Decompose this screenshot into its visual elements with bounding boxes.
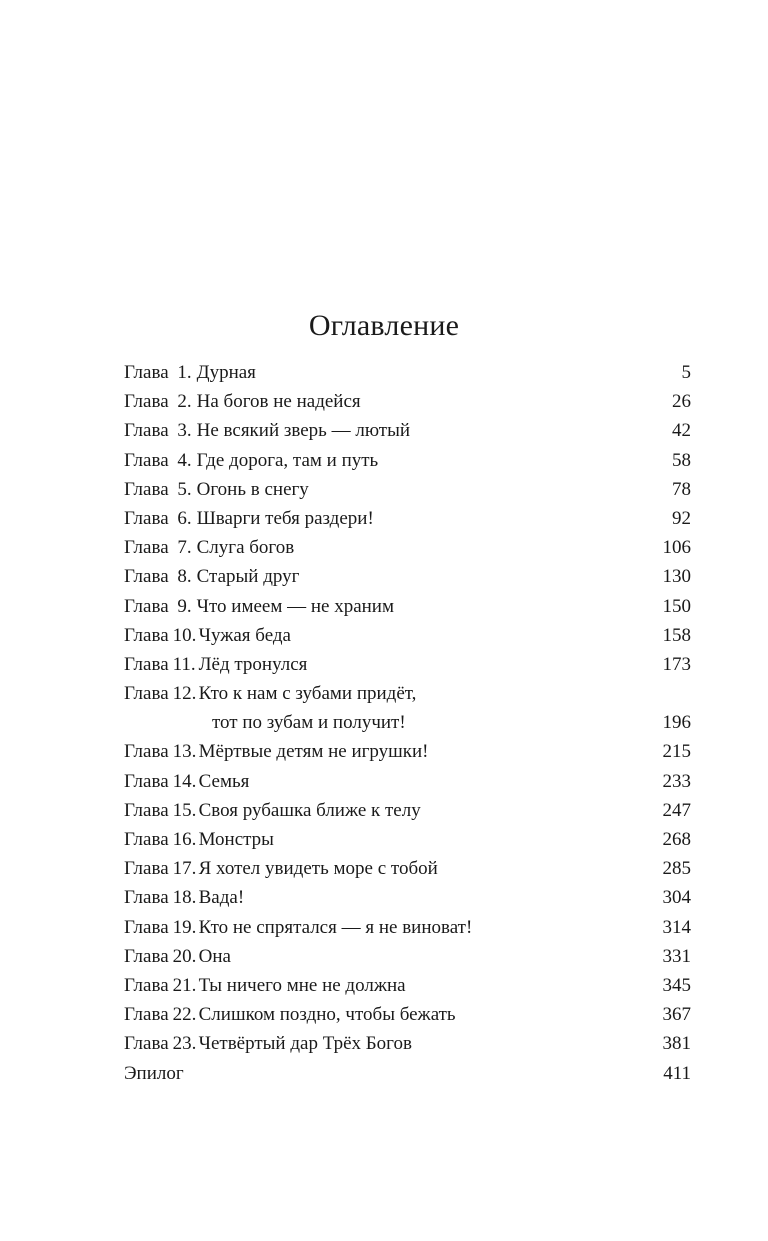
chapter-label: Глава [124, 478, 169, 500]
chapter-number: 21. [172, 974, 197, 996]
chapter-title: Семья [198, 770, 250, 792]
chapter-title: Где дорога, там и путь [196, 449, 379, 471]
toc-entry[interactable] [124, 883, 691, 912]
toc-entry-continuation[interactable] [124, 708, 691, 737]
toc-entry[interactable] [124, 475, 691, 504]
chapter-number: 6. [177, 507, 192, 529]
toc-entry[interactable] [124, 416, 691, 445]
page-number: 411 [663, 1062, 691, 1084]
chapter-number: 4. [177, 449, 192, 471]
toc-entry[interactable] [124, 942, 691, 971]
page-number: 130 [662, 566, 691, 588]
toc-entry[interactable] [124, 592, 691, 621]
page-number: 173 [662, 653, 691, 675]
chapter-title: Что имеем — не храним [196, 595, 395, 617]
chapter-title: Лёд тронулся [198, 653, 308, 675]
chapter-label: Глава [124, 1004, 169, 1026]
chapter-title: Кто не спрятался — я не виноват! [198, 916, 473, 938]
chapter-number: 16. [172, 829, 197, 850]
toc-entry[interactable] [124, 971, 691, 1000]
chapter-number: 23. [172, 1033, 197, 1055]
chapter-number: 22. [172, 1004, 197, 1026]
chapter-label: Глава [124, 362, 169, 383]
chapter-number: 13. [172, 741, 197, 763]
chapter-number: 1. [177, 362, 192, 383]
chapter-title-continuation: тот по зубам и получит! [212, 712, 406, 734]
epilogue-title: Эпилог [124, 1062, 184, 1084]
toc-entry[interactable] [124, 504, 691, 533]
chapter-title: Четвёртый дар Трёх Богов [198, 1033, 412, 1055]
chapter-label: Глава [124, 420, 169, 442]
chapter-label: Глава [124, 537, 169, 559]
toc-entry[interactable] [124, 679, 691, 708]
chapter-title: Я хотел увидеть море с тобой [198, 858, 438, 880]
chapter-label: Глава [124, 974, 169, 996]
page-number: 92 [672, 507, 691, 529]
toc-entry[interactable] [124, 767, 691, 796]
toc-entry[interactable] [124, 358, 691, 387]
chapter-title: Слишком поздно, чтобы бежать [198, 1004, 456, 1026]
chapter-label: Глава [124, 391, 169, 413]
chapter-label: Глава [124, 683, 169, 705]
page-number: 158 [662, 624, 691, 646]
page-number: 150 [662, 595, 691, 617]
page-number: 78 [672, 478, 691, 500]
toc-entry[interactable] [124, 650, 691, 679]
page-number: 304 [662, 887, 691, 909]
chapter-number: 2. [177, 391, 192, 413]
toc-entry[interactable] [124, 621, 691, 650]
chapter-label: Глава [124, 449, 169, 471]
chapter-number: 19. [172, 916, 197, 938]
toc-entry[interactable] [124, 913, 691, 942]
table-of-contents [124, 358, 691, 1088]
toc-entry[interactable] [124, 1029, 691, 1058]
chapter-label: Глава [124, 858, 169, 880]
page-number: 314 [662, 916, 691, 938]
chapter-label: Глава [124, 1033, 169, 1055]
page-number: 331 [662, 945, 691, 967]
chapter-number: 15. [172, 799, 197, 821]
chapter-title: Она [198, 945, 231, 967]
toc-entry[interactable] [124, 1000, 691, 1029]
chapter-number: 7. [177, 537, 192, 559]
page-number: 42 [672, 420, 691, 442]
page-number: 268 [662, 829, 691, 850]
chapter-label: Глава [124, 770, 169, 792]
chapter-number: 11. [172, 653, 196, 675]
page-number: 233 [662, 770, 691, 792]
toc-entry[interactable] [124, 737, 691, 766]
chapter-title: Дурная [196, 362, 256, 383]
chapter-number: 20. [172, 945, 197, 967]
chapter-title: Слуга богов [196, 537, 295, 559]
toc-entry[interactable] [124, 446, 691, 475]
page-title: Оглавление [308, 309, 460, 342]
chapter-title: Не всякий зверь — лютый [196, 420, 411, 442]
chapter-title: На богов не надейся [196, 391, 361, 413]
chapter-title: Шварги тебя раздери! [196, 507, 374, 529]
chapter-label: Глава [124, 624, 169, 646]
page-number: 58 [672, 449, 691, 471]
chapter-title: Кто к нам с зубами придёт, [198, 683, 417, 705]
page-number: 106 [662, 537, 691, 559]
chapter-label: Глава [124, 741, 169, 763]
toc-entry[interactable] [124, 854, 691, 883]
chapter-number: 3. [177, 420, 192, 442]
chapter-number: 10. [172, 624, 197, 646]
chapter-label: Глава [124, 653, 169, 675]
chapter-title: Старый друг [196, 566, 300, 588]
chapter-number: 14. [172, 770, 197, 792]
toc-entry[interactable] [124, 533, 691, 562]
chapter-label: Глава [124, 829, 169, 850]
page-number: 247 [662, 799, 691, 821]
chapter-title: Огонь в снегу [196, 478, 309, 500]
page-number: 215 [662, 741, 691, 763]
chapter-label: Глава [124, 507, 169, 529]
chapter-title: Мёртвые детям не игрушки! [198, 741, 429, 763]
chapter-title: Монстры [198, 829, 274, 850]
chapter-number: 5. [177, 478, 192, 500]
toc-entry[interactable] [124, 796, 691, 825]
chapter-number: 18. [172, 887, 197, 909]
page-number: 285 [662, 858, 691, 880]
toc-entry[interactable] [124, 387, 691, 416]
chapter-label: Глава [124, 566, 169, 588]
chapter-label: Глава [124, 887, 169, 909]
page-number: 196 [662, 712, 691, 734]
chapter-label: Глава [124, 799, 169, 821]
chapter-label: Глава [124, 595, 169, 617]
chapter-number: 8. [177, 566, 192, 588]
chapter-number: 12. [172, 683, 197, 705]
chapter-number: 9. [177, 595, 192, 617]
chapter-title: Вада! [198, 887, 245, 909]
toc-entry[interactable] [124, 562, 691, 591]
page-number: 26 [672, 391, 691, 413]
chapter-title: Своя рубашка ближе к телу [198, 799, 421, 821]
chapter-number: 17. [172, 858, 197, 880]
page-number: 367 [662, 1004, 691, 1026]
chapter-title: Ты ничего мне не должна [198, 974, 406, 996]
chapter-label: Глава [124, 916, 169, 938]
toc-entry[interactable] [124, 825, 691, 854]
page-number: 381 [662, 1033, 691, 1055]
chapter-title: Чужая беда [198, 624, 291, 646]
page-number: 5 [681, 362, 691, 383]
chapter-label: Глава [124, 945, 169, 967]
toc-entry-epilogue[interactable] [124, 1059, 691, 1088]
page-number: 345 [662, 974, 691, 996]
